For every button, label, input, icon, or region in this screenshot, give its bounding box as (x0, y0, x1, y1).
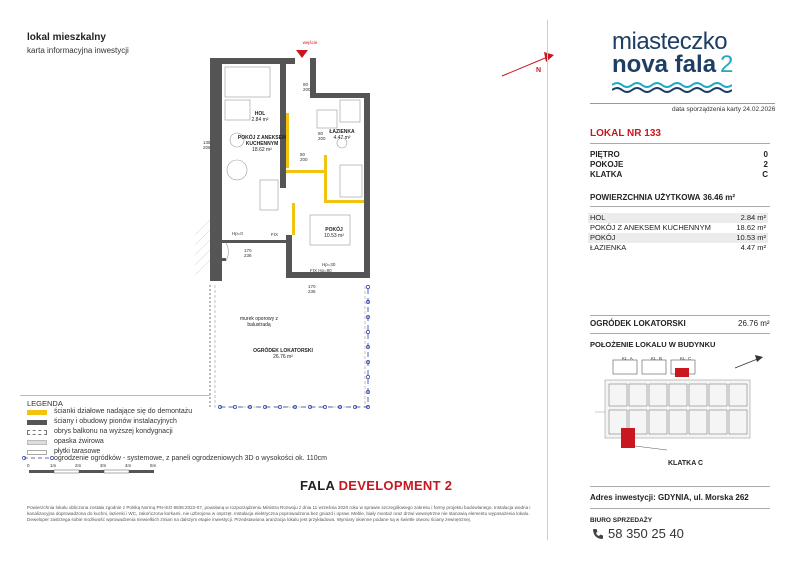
room-label-pokoj: POKÓJ 10.53 m² (324, 227, 344, 239)
legend-item: płytki tarasowe (54, 448, 101, 455)
klatka-a-label: KL. A (622, 356, 633, 361)
legend-item: ogrodzenie ogródków - systemowe, z paneli ogrodzeniowych 3D o wysokości ok. 110cm (54, 455, 328, 462)
room-row: POKÓJ Z ANEKSEM KUCHENNYM 18.62 m² (590, 223, 766, 232)
legend-item: obrys balkonu na wyższej kondygnacji (54, 428, 173, 435)
fix-hp90-label: FIX Hp=90 (310, 268, 332, 273)
legend-swatch-dashed (27, 430, 47, 435)
building-location-plan (595, 352, 770, 467)
klatka-c-label: KL. C (680, 356, 692, 361)
divider (590, 508, 770, 509)
hp30-label: Hp=30 (322, 262, 336, 267)
info-klatka: KLATKA C (590, 170, 768, 179)
dim-label: 80 200 (300, 152, 308, 162)
fix-label: FIX (271, 232, 279, 237)
lokal-number: LOKAL NR 133 (590, 128, 661, 139)
room-label-ogrodek: OGRÓDEK LOKATORSKI 26.76 m² (253, 348, 313, 360)
legend-swatch-yellow (27, 410, 47, 415)
room-label-lazienka: ŁAZIENKA 4.47 m² (329, 129, 355, 141)
logo-line2: nova fala 2 (612, 51, 734, 78)
date-label: data sporządzenia karty 24.02.2026 (672, 106, 776, 113)
scale-label: 3m (100, 463, 107, 468)
dim-label: 80 200 (303, 82, 311, 92)
scale-label: 2m (75, 463, 82, 468)
room-row: HOL 2.84 m² (590, 213, 766, 222)
phone-number[interactable]: 58 350 25 40 (608, 526, 684, 541)
divider (590, 143, 770, 144)
powierzchnia-value: 36.46 m² (703, 193, 736, 202)
fence-symbol-icon (22, 454, 54, 462)
klatka-caption: KLATKA C (668, 460, 703, 467)
scale-label: 1m (50, 463, 57, 468)
panel-divider (547, 20, 548, 540)
legend-title: LEGENDA (27, 399, 63, 408)
dim-label: 80 200 (318, 131, 326, 141)
scale-label: 5m (150, 463, 157, 468)
divider (590, 206, 770, 207)
adres-inwestycji: Adres inwestycji: GDYNIA, ul. Morska 262 (590, 493, 749, 502)
developer-brand: FALA DEVELOPMENT 2 (300, 478, 453, 493)
murek-label: murek oporowy z balustradą (239, 316, 279, 328)
logo-line1: miasteczko (612, 28, 728, 55)
divider (590, 486, 770, 487)
scale-label: 4m (125, 463, 132, 468)
document-type: lokal mieszkalny (27, 32, 106, 43)
entrance-label: wejście (302, 40, 318, 45)
svg-text:N: N (536, 67, 542, 74)
klatka-b-label: KL. B (651, 356, 663, 361)
room-label-hol: HOL 2.84 m² (251, 111, 269, 123)
ogrodek-value: 26.76 m² (738, 319, 770, 328)
legend-swatch-gray (27, 420, 47, 425)
room-label-pokoj-aneks: POKÓJ Z ANEKSEM KUCHENNYM 18.62 m² (237, 135, 287, 153)
divider (590, 333, 770, 334)
dim-label: 170 236 (244, 248, 252, 258)
document-subtitle: karta informacyjna inwestycji (27, 46, 129, 55)
divider (590, 315, 770, 316)
legend-item: opaska żwirowa (54, 438, 104, 445)
dim-label: 135 206 (203, 140, 211, 150)
ogrodek-label: OGRÓDEK LOKATORSKI (590, 319, 686, 328)
room-row: POKÓJ 10.53 m² (590, 233, 766, 242)
info-pokoje: POKOJE 2 (590, 160, 768, 169)
dim-label: 170 236 (308, 284, 316, 294)
polozenie-label: POŁOŻENIE LOKALU W BUDYNKU (590, 340, 716, 349)
logo-waves-icon (612, 81, 732, 93)
powierzchnia-label: POWIERZCHNIA UŻYTKOWA (590, 193, 701, 202)
date-divider (590, 103, 775, 104)
legend-item: ściany i obudowy pionów instalacyjnych (54, 418, 177, 425)
legend-swatch-gravel (27, 440, 47, 445)
scale-label: 0 (27, 463, 30, 468)
room-row: ŁAZIENKA 4.47 m² (590, 243, 766, 252)
hp0-label: Hp=0 (232, 231, 243, 236)
disclaimer-text: Powierzchnia lokalu obliczona została zgodnie z Polską Normą PN-ISO 9836:2022-07, powołaną w rozporządzeniu Ministra Rozwoju z dnia 11 września 2020 roku w sprawie szczegółowego zakresu i formy projektu budowlanego. Instalacja wodna i kanalizacyjna doprowadzona do kuchni, łazienki i WC, zakończona korkami, nie uzbrojona w osprzęt. Instalacja elektryczna poprowadzona bez gniazd i opraw. Meble, biały montaż oraz drzwi wewnętrzne nie stanowią elementu wyposażenia lokalu. Deweloper zastrzega sobie możliwość wprowadzenia niewielkich zmian na dalszym etapie inwestycji. Przedstawiona aranżacja lokalu jest przykładowa. Wymiary okienne podane są w świetle otworu ściany zewnętrznej. (27, 505, 531, 523)
legend-divider (20, 395, 210, 396)
phone-icon (592, 528, 604, 540)
legend-item: ścianki działowe nadające się do demontażu (54, 408, 193, 415)
info-pietro: PIĘTRO 0 (590, 150, 768, 159)
biuro-label: BIURO SPRZEDAŻY (590, 517, 653, 524)
